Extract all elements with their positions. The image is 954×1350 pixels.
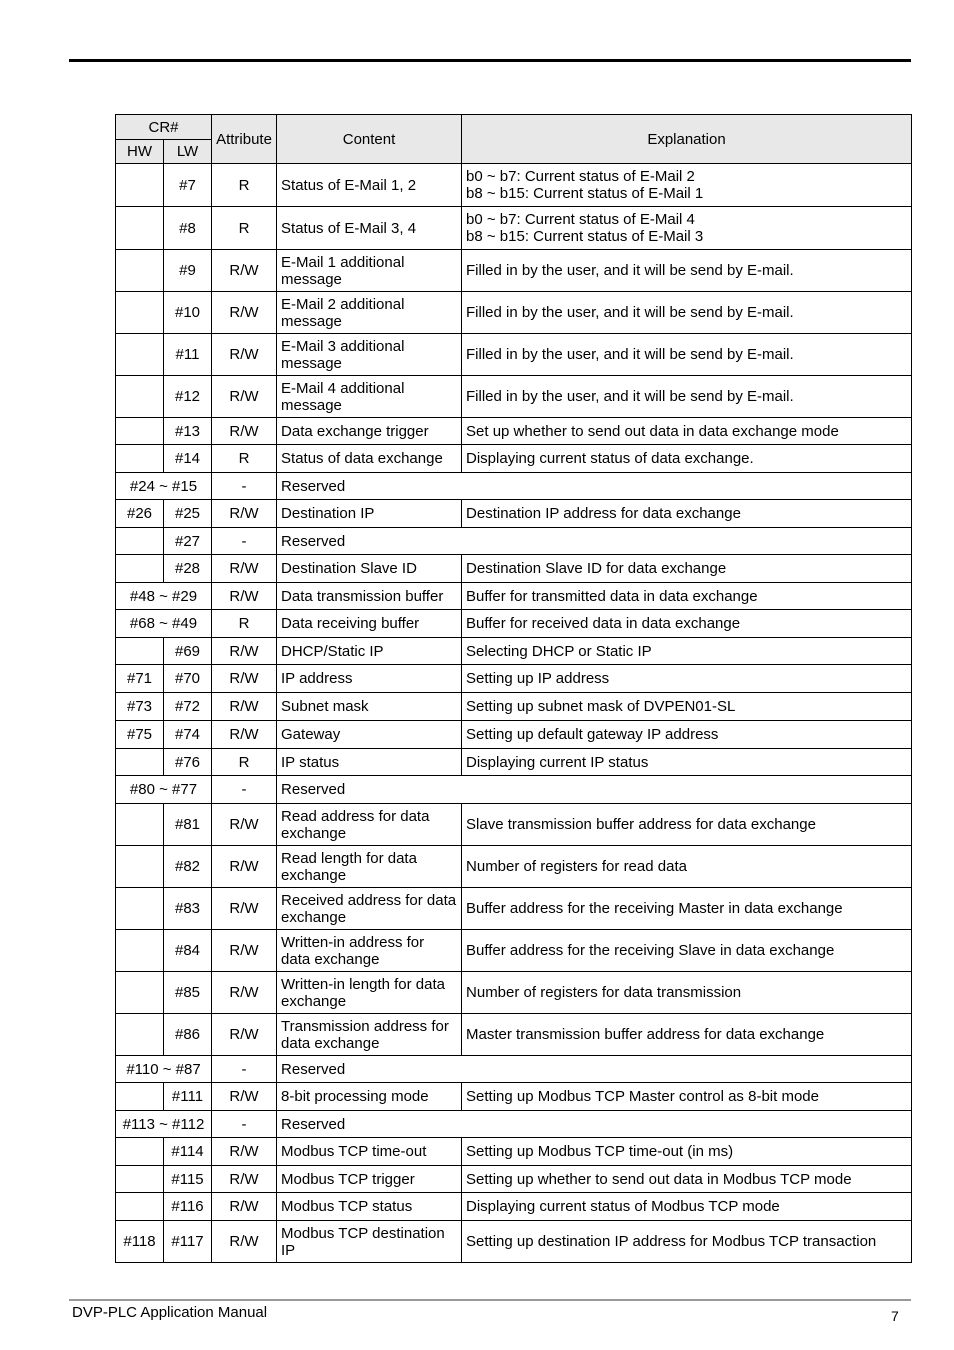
cell-lw: #70: [164, 665, 212, 693]
table-row: [116, 334, 912, 376]
table-row: [116, 610, 912, 638]
cell-attribute: R/W: [212, 1193, 277, 1221]
cell-cr-range: #113 ~ #112: [116, 1111, 212, 1138]
cell-lw: #74: [164, 721, 212, 749]
table-row: [116, 1111, 912, 1138]
cell-lw: #13: [164, 418, 212, 445]
cell-content: Read address for data exchange: [277, 804, 462, 846]
cell-attribute: -: [212, 528, 277, 555]
table-row: [116, 528, 912, 555]
cell-explanation: Setting up destination IP address for Modbus TCP transaction: [462, 1221, 912, 1263]
cell-lw: #82: [164, 846, 212, 888]
cell-attribute: R/W: [212, 721, 277, 749]
cell-content: Reserved: [277, 1111, 912, 1138]
cell-explanation: Setting up IP address: [462, 665, 912, 693]
cell-cr-range: #80 ~ #77: [116, 776, 212, 804]
cell-attribute: R/W: [212, 250, 277, 292]
col-header-content: Content: [277, 115, 462, 164]
table-row: [116, 583, 912, 610]
cell-lw: #116: [164, 1193, 212, 1221]
cell-explanation: Selecting DHCP or Static IP: [462, 638, 912, 665]
cell-attribute: -: [212, 1056, 277, 1083]
cell-content: Modbus TCP time-out: [277, 1138, 462, 1166]
cell-attribute: R: [212, 445, 277, 473]
cell-hw: #26: [116, 500, 164, 528]
cell-explanation: Buffer for transmitted data in data exchange: [462, 583, 912, 610]
cell-cr-range: #68 ~ #49: [116, 610, 212, 638]
table-row: [116, 1221, 912, 1263]
cell-lw: #86: [164, 1014, 212, 1056]
cell-lw: #83: [164, 888, 212, 930]
table-row: [116, 749, 912, 776]
cell-attribute: R/W: [212, 418, 277, 445]
cell-explanation: Buffer address for the receiving Master in data exchange: [462, 888, 912, 930]
col-header-lw: LW: [164, 140, 212, 164]
cell-content: Status of E-Mail 1, 2: [277, 164, 462, 207]
cell-content: Modbus TCP destination IP: [277, 1221, 462, 1263]
cell-content: Modbus TCP status: [277, 1193, 462, 1221]
cell-hw: [116, 846, 164, 888]
cell-explanation: Filled in by the user, and it will be send by E-mail.: [462, 334, 912, 376]
cr-register-table: [115, 114, 912, 1263]
cell-hw: [116, 334, 164, 376]
footer-rule: [69, 1299, 911, 1301]
table-body: [116, 164, 912, 1263]
table-row: [116, 693, 912, 721]
table-row: [116, 972, 912, 1014]
cell-explanation: b0 ~ b7: Current status of E-Mail 4 b8 ~ b15: Current status of E-Mail 3: [462, 207, 912, 250]
cell-content: Status of E-Mail 3, 4: [277, 207, 462, 250]
cell-hw: [116, 376, 164, 418]
cell-attribute: -: [212, 776, 277, 804]
cell-attribute: R/W: [212, 583, 277, 610]
table-row: [116, 804, 912, 846]
cell-attribute: R/W: [212, 846, 277, 888]
col-header-cr: CR#: [116, 115, 212, 140]
table-row: [116, 1083, 912, 1111]
cell-attribute: R/W: [212, 804, 277, 846]
table-row: [116, 1138, 912, 1166]
cell-attribute: R/W: [212, 930, 277, 972]
cell-hw: #118: [116, 1221, 164, 1263]
cell-hw: [116, 1138, 164, 1166]
cell-hw: [116, 555, 164, 583]
cell-lw: #69: [164, 638, 212, 665]
cell-hw: [116, 528, 164, 555]
cell-explanation: Displaying current status of data exchange.: [462, 445, 912, 473]
cell-hw: [116, 418, 164, 445]
table-row: [116, 1014, 912, 1056]
cell-lw: #14: [164, 445, 212, 473]
cell-lw: #10: [164, 292, 212, 334]
cell-hw: [116, 749, 164, 776]
cell-hw: [116, 250, 164, 292]
table-row: [116, 638, 912, 665]
cell-attribute: R/W: [212, 1014, 277, 1056]
cell-lw: #11: [164, 334, 212, 376]
page-number: 7: [891, 1308, 899, 1324]
cell-content: Received address for data exchange: [277, 888, 462, 930]
cell-cr-range: #48 ~ #29: [116, 583, 212, 610]
cell-content: DHCP/Static IP: [277, 638, 462, 665]
cell-hw: #75: [116, 721, 164, 749]
cell-hw: [116, 445, 164, 473]
table-row: [116, 888, 912, 930]
cell-attribute: R/W: [212, 292, 277, 334]
cell-explanation: Slave transmission buffer address for data exchange: [462, 804, 912, 846]
cell-lw: #12: [164, 376, 212, 418]
cell-content: Data exchange trigger: [277, 418, 462, 445]
col-header-attribute: Attribute: [212, 115, 277, 164]
cell-attribute: R/W: [212, 555, 277, 583]
cell-content: E-Mail 3 additional message: [277, 334, 462, 376]
cell-lw: #111: [164, 1083, 212, 1111]
cell-lw: #25: [164, 500, 212, 528]
cell-hw: [116, 292, 164, 334]
cell-attribute: R: [212, 749, 277, 776]
cell-content: Subnet mask: [277, 693, 462, 721]
table-row: [116, 1166, 912, 1193]
cell-hw: #71: [116, 665, 164, 693]
table-row: [116, 1056, 912, 1083]
cell-explanation: Buffer for received data in data exchange: [462, 610, 912, 638]
cell-attribute: R: [212, 207, 277, 250]
cell-content: Written-in address for data exchange: [277, 930, 462, 972]
cell-hw: [116, 888, 164, 930]
table-row: [116, 846, 912, 888]
table-row: [116, 555, 912, 583]
cell-explanation: Filled in by the user, and it will be send by E-mail.: [462, 292, 912, 334]
table-row: [116, 500, 912, 528]
cell-hw: [116, 207, 164, 250]
cell-lw: #117: [164, 1221, 212, 1263]
cell-explanation: Setting up Modbus TCP time-out (in ms): [462, 1138, 912, 1166]
cell-explanation: Destination Slave ID for data exchange: [462, 555, 912, 583]
cell-cr-range: #24 ~ #15: [116, 473, 212, 500]
cell-explanation: Setting up Modbus TCP Master control as 8-bit mode: [462, 1083, 912, 1111]
cell-explanation: Filled in by the user, and it will be send by E-mail.: [462, 376, 912, 418]
cell-explanation: Destination IP address for data exchange: [462, 500, 912, 528]
cell-lw: #76: [164, 749, 212, 776]
cell-explanation: Set up whether to send out data in data exchange mode: [462, 418, 912, 445]
cell-explanation: Setting up subnet mask of DVPEN01-SL: [462, 693, 912, 721]
table-row: [116, 1193, 912, 1221]
cell-hw: [116, 1193, 164, 1221]
cell-explanation: b0 ~ b7: Current status of E-Mail 2 b8 ~ b15: Current status of E-Mail 1: [462, 164, 912, 207]
cell-lw: #72: [164, 693, 212, 721]
cell-content: Reserved: [277, 473, 912, 500]
cell-content: Written-in length for data exchange: [277, 972, 462, 1014]
cell-explanation: Number of registers for data transmission: [462, 972, 912, 1014]
cell-content: Modbus TCP trigger: [277, 1166, 462, 1193]
cell-lw: #84: [164, 930, 212, 972]
cell-hw: [116, 1166, 164, 1193]
cell-content: Data transmission buffer: [277, 583, 462, 610]
cell-attribute: R/W: [212, 334, 277, 376]
col-header-hw: HW: [116, 140, 164, 164]
table-row: [116, 250, 912, 292]
cell-hw: [116, 972, 164, 1014]
cell-content: Read length for data exchange: [277, 846, 462, 888]
cell-lw: #8: [164, 207, 212, 250]
cell-content: Reserved: [277, 528, 912, 555]
table-row: [116, 665, 912, 693]
cell-attribute: R/W: [212, 500, 277, 528]
cell-content: E-Mail 4 additional message: [277, 376, 462, 418]
cell-attribute: R: [212, 610, 277, 638]
cell-hw: [116, 164, 164, 207]
cell-explanation: Buffer address for the receiving Slave in data exchange: [462, 930, 912, 972]
table-row: [116, 376, 912, 418]
cell-content: 8-bit processing mode: [277, 1083, 462, 1111]
table-row: [116, 445, 912, 473]
cell-explanation: Displaying current status of Modbus TCP mode: [462, 1193, 912, 1221]
col-header-explanation: Explanation: [462, 115, 912, 164]
table-row: [116, 473, 912, 500]
cell-lw: #7: [164, 164, 212, 207]
cell-attribute: R/W: [212, 693, 277, 721]
cell-attribute: R/W: [212, 1166, 277, 1193]
cell-hw: [116, 930, 164, 972]
cell-content: Data receiving buffer: [277, 610, 462, 638]
cell-explanation: Displaying current IP status: [462, 749, 912, 776]
cell-attribute: R/W: [212, 1221, 277, 1263]
cell-lw: #115: [164, 1166, 212, 1193]
cell-lw: #81: [164, 804, 212, 846]
cell-content: IP status: [277, 749, 462, 776]
cell-hw: [116, 638, 164, 665]
cell-explanation: Master transmission buffer address for data exchange: [462, 1014, 912, 1056]
cell-lw: #9: [164, 250, 212, 292]
table-row: [116, 930, 912, 972]
table-row: [116, 721, 912, 749]
table-row: [116, 292, 912, 334]
table-row: [116, 207, 912, 250]
cell-content: Status of data exchange: [277, 445, 462, 473]
cell-lw: #114: [164, 1138, 212, 1166]
cell-attribute: R/W: [212, 1138, 277, 1166]
cell-explanation: Setting up default gateway IP address: [462, 721, 912, 749]
table-row: [116, 418, 912, 445]
table-row: [116, 776, 912, 804]
cell-content: Reserved: [277, 1056, 912, 1083]
cell-explanation: Setting up whether to send out data in Modbus TCP mode: [462, 1166, 912, 1193]
cell-content: Destination IP: [277, 500, 462, 528]
cell-attribute: R/W: [212, 888, 277, 930]
table-row: [116, 164, 912, 207]
cell-content: Reserved: [277, 776, 912, 804]
cell-content: Gateway: [277, 721, 462, 749]
cell-attribute: R/W: [212, 1083, 277, 1111]
cell-attribute: R: [212, 164, 277, 207]
cell-lw: #85: [164, 972, 212, 1014]
cell-explanation: Number of registers for read data: [462, 846, 912, 888]
cell-content: E-Mail 1 additional message: [277, 250, 462, 292]
cell-hw: [116, 1014, 164, 1056]
cell-attribute: -: [212, 1111, 277, 1138]
cell-attribute: R/W: [212, 972, 277, 1014]
cell-content: Transmission address for data exchange: [277, 1014, 462, 1056]
cell-explanation: Filled in by the user, and it will be send by E-mail.: [462, 250, 912, 292]
cell-attribute: -: [212, 473, 277, 500]
cell-cr-range: #110 ~ #87: [116, 1056, 212, 1083]
cell-hw: [116, 804, 164, 846]
cell-hw: [116, 1083, 164, 1111]
cell-lw: #28: [164, 555, 212, 583]
cell-content: Destination Slave ID: [277, 555, 462, 583]
header-rule: [69, 59, 911, 62]
cell-attribute: R/W: [212, 665, 277, 693]
cell-hw: #73: [116, 693, 164, 721]
cell-lw: #27: [164, 528, 212, 555]
cell-attribute: R/W: [212, 638, 277, 665]
cell-content: IP address: [277, 665, 462, 693]
cell-content: E-Mail 2 additional message: [277, 292, 462, 334]
cell-attribute: R/W: [212, 376, 277, 418]
footer-manual-title: DVP-PLC Application Manual: [72, 1304, 268, 1321]
